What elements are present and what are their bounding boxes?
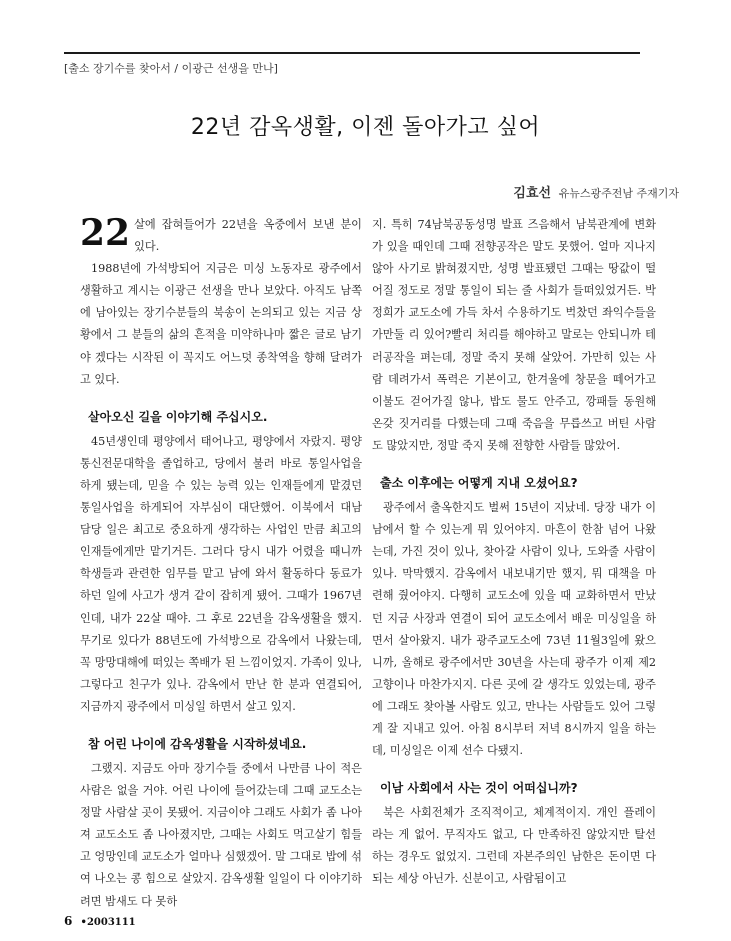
intro-paragraph: [80, 214, 362, 258]
page-footer: [64, 914, 136, 928]
top-rule: [64, 52, 640, 54]
answer-1: 45년생인데 평양에서 태어나고, 평양에서 자랐지. 평양통신전문대학을 졸업하고, 당에서 불러 바로 통일사업을 하게 됐는데, 믿을 수 있는 능력 있는 인재들에게 맡겼던 통일사업을 하게되어 자부심이 대단했어. 이북에서 대남 담당 일은 최고로 중요하게 생각하는 사업인 만큼 최고의 인재들에게만 맡기거든. 그러다 당시 내가 어렸을 때니까 학생들과 관련한 임무를 맡고 남에 와서 활동하다 동료가 하던 일에 사고가 생겨 같이 잡히게 됐어. 그때가 1967년인데, 내가 22살 때야. 그 후로 22년을 감옥생활을 했지. 무기로 있다가 88년도에 가석방으로 감옥에서 나왔는데, 꼭 망망대해에 떠있는 쪽배가 된 느낌이었지. 가족이 있나, 그렇다고 친구가 있나. 감옥에서 만난 한 분과 연결되어, 지금까지 광주에서 미싱일 하면서 살고 있지.: [80, 434, 362, 713]
author-name: 김효선: [513, 186, 552, 201]
article-title: 22년 감옥생활, 이젠 돌아가고 싶어: [190, 115, 541, 140]
page-number: 6: [64, 914, 73, 928]
answer-2-part-2: 지. 특히 74남북공동성명 발표 즈음해서 남북관계에 변화가 있을 때인데 그때 전향공작은 말도 못했어. 얼마 지나지 않아 사기로 밝혀졌지만, 성명 발표됐던 그때는 땅값이 떨어질 정도로 정말 통일이 되는 줄 사회가 들떠있었거든. 박정희가 교도소에 가득 차서 수용하기도 벅찼던 좌익수들을 가만둘 리 있어?빨리 처리를 해야하고 말로는 안되니까 테러공작을 펴는데, 정말 죽지 못해 살았어. 가만히 있는 사람 데려가서 폭력은 기본이고, 한겨울에 창문을 떼어가고 이불도 걷어가질 않나, 밥도 물도 안주고, 깡패들 동원해 온갖 짓거리를 다했는데 그때 죽음을 무릅쓰고 버틴 사람도 많았지만, 정말 죽지 못해 전향한 사람들 많았어.: [372, 218, 656, 452]
intro-text: 살에 잡혀들어가 22년을 옥중에서 보낸 분이 있다.: [134, 218, 362, 254]
question-2: 참 어린 나이에 감옥생활을 시작하셨네요.: [88, 736, 307, 751]
answer-4: 북은 사회전체가 조직적이고, 체계적이지. 개인 플레이라는 게 없어. 무직자도 없고, 다 만족하진 않았지만 탈선하는 경우도 없었지. 그런데 자본주의인 남한은 돈이면 다 되는 세상 아닌가. 신분이고, 사람됨이고: [372, 806, 656, 886]
question-1: 살아오신 길을 이야기해 주십시오.: [88, 409, 268, 424]
issue-number: •2003111: [80, 917, 136, 928]
intro-paragraph-2: 1988년에 가석방되어 지금은 미싱 노동자로 광주에서 생활하고 계시는 이광근 선생을 만나 보았다. 아직도 남쪽에 남아있는 장기수분들의 북송이 논의되고 있는 지금 상황에서 그 분들의 삶의 흔적을 미약하나마 짧은 글로 남기야 겠다는 시작된 이 꼭지도 어느덧 종착역을 향해 달려가고 있다.: [80, 262, 362, 386]
answer-3: 광주에서 출옥한지도 벌써 15년이 지났네. 당장 내가 이남에서 할 수 있는게 뭐 있어야지. 마흔이 한참 넘어 나왔는데, 가진 것이 있나, 찾아갈 사람이 있나, 도와줄 사람이 있나. 막막했지. 감옥에서 내보내기만 했지, 뭐 대책을 마련해 줬어야지. 다행히 교도소에 있을 때 교화하면서 만났던 지금 사장과 연결이 되어 교도소에서 배운 미싱일을 하면서 살아왔지. 내가 광주교도소에 73년 11월3일에 왔으니까, 올해로 광주에서만 30년을 사는데 광주가 이제 제2고향이나 마찬가지지. 다른 곳에 갈 생각도 있었는데, 광주에 그래도 찾아볼 사람도 있고, 만나는 사람들도 있어 그렇게 잘 지내고 있어. 아침 8시부터 저녁 8시까지 일을 하는데, 미싱일은 이제 선수 다됐지.: [372, 501, 656, 758]
right-column: [372, 214, 656, 891]
question-4: 이남 사회에서 사는 것이 어떠십니까?: [380, 781, 578, 796]
byline: [513, 182, 679, 201]
question-3: 출소 이후에는 어떻게 지내 오셨어요?: [380, 476, 578, 491]
answer-2-part-1: 그랬지. 지금도 아마 장기수들 중에서 나만큼 나이 적은 사람은 없을 거야. 어린 나이에 들어갔는데 그때 교도소는 정말 사람살 곳이 못됐어. 지금이야 그래도 사회가 좀 나아져 교도소도 좀 나아졌지만, 그때는 사회도 먹고살기 힘들고 엉망인데 교도소가 얼마나 심했겠어. 말 그대로 밥에 섞여 나오는 콩 힘으로 살았지. 감옥생활 일일이 다 이야기하려면 밤새도 다 못하: [80, 761, 362, 908]
section-tag: [출소 장기수를 찾아서 / 이광근 선생을 만나]: [64, 62, 278, 75]
dropcap: 22: [80, 212, 131, 254]
left-column: [80, 214, 362, 913]
author-role: 유뉴스광주전남 주재기자: [558, 187, 679, 200]
